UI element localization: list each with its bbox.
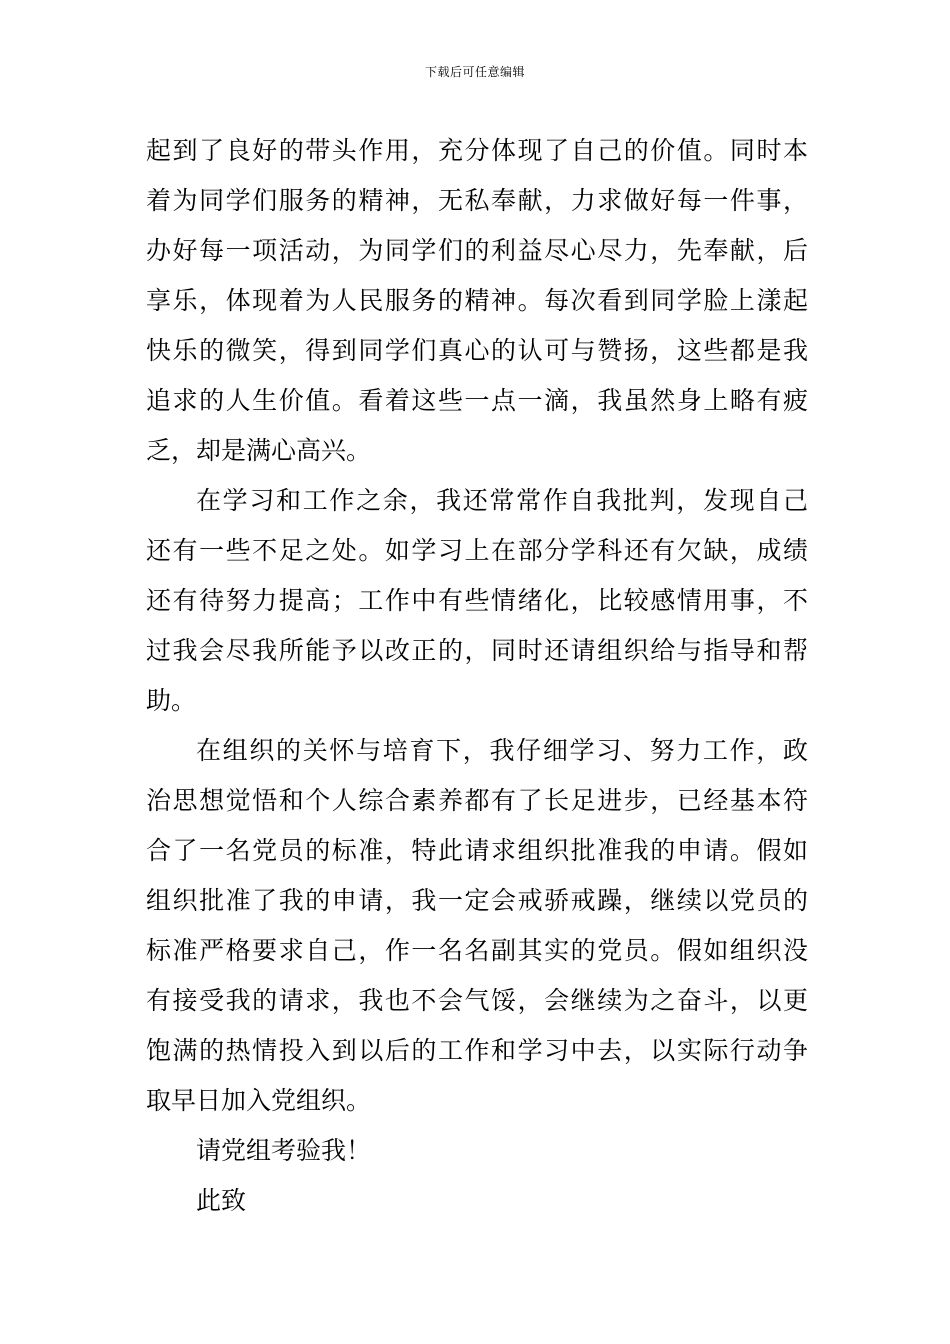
text-line: 此致 [196, 1186, 247, 1215]
text-line: 组织批准了我的申请，我一定会戒骄戒躁，继续以党员的 [146, 886, 808, 915]
text-line: 乏，却是满心高兴。 [146, 436, 372, 465]
text-line: 有接受我的请求，我也不会气馁，会继续为之奋斗，以更 [146, 986, 808, 1015]
text-line: 饱满的热情投入到以后的工作和学习中去，以实际行动争 [146, 1036, 808, 1065]
text-line: 还有一些不足之处。如学习上在部分学科还有欠缺，成绩 [146, 536, 808, 565]
text-line: 在学习和工作之余，我还常常作自我批判，发现自己 [196, 486, 808, 515]
text-line: 合了一名党员的标准，特此请求组织批准我的申请。假如 [146, 836, 808, 865]
document-body [146, 126, 808, 1226]
text-line: 追求的人生价值。看着这些一点一滴，我虽然身上略有疲 [146, 386, 808, 415]
text-line: 享乐，体现着为人民服务的精神。每次看到同学脸上漾起 [146, 286, 808, 315]
text-line: 起到了良好的带头作用，充分体现了自己的价值。同时本 [146, 136, 808, 165]
text-line: 助。 [146, 686, 197, 715]
text-line: 着为同学们服务的精神，无私奉献，力求做好每一件事， [146, 186, 808, 215]
text-line: 标准严格要求自己，作一名名副其实的党员。假如组织没 [146, 936, 808, 965]
text-line: 在组织的关怀与培育下，我仔细学习、努力工作，政 [196, 736, 808, 765]
text-line: 办好每一项活动，为同学们的利益尽心尽力，先奉献，后 [146, 236, 808, 265]
text-line: 取早日加入党组织。 [146, 1086, 372, 1115]
page-header: 下载后可任意编辑 [424, 65, 525, 79]
text-line: 还有待努力提高；工作中有些情绪化，比较感情用事，不 [146, 586, 808, 615]
text-line: 请党组考验我！ [196, 1136, 372, 1165]
text-line: 过我会尽我所能予以改正的，同时还请组织给与指导和帮 [146, 636, 808, 665]
text-line: 治思想觉悟和个人综合素养都有了长足进步，已经基本符 [146, 786, 808, 815]
text-line: 快乐的微笑，得到同学们真心的认可与赞扬，这些都是我 [146, 336, 808, 365]
